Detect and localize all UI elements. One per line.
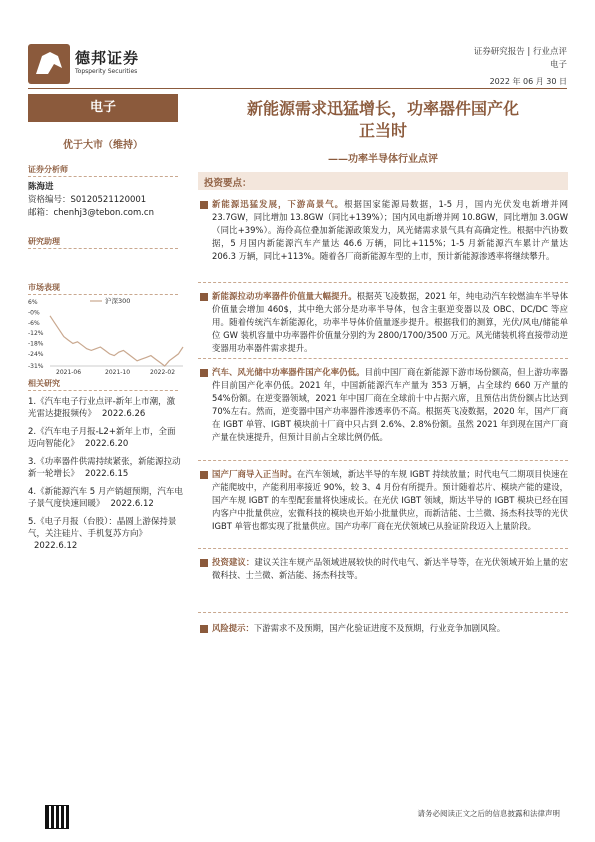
y-tick-label: -0%	[28, 309, 40, 317]
related-report-title: 1.《汽车电子行业点评-新年上市潮，激光雷达捷报频传》	[28, 397, 176, 419]
related-label: 相关研究	[28, 379, 60, 388]
bullet-icon	[200, 369, 208, 377]
bullet-icon	[200, 293, 208, 301]
y-tick-label: 6%	[28, 299, 38, 306]
related-report-date: 2022.6.20	[85, 439, 129, 449]
key-point-paragraph	[212, 622, 568, 635]
y-tick-label: -18%	[28, 340, 44, 348]
key-point-lead: 国产厂商导入正当时。	[212, 469, 297, 479]
related-report-date: 2022.6.12	[34, 541, 78, 551]
x-tick-label: 2022-02	[150, 369, 176, 376]
bullet-icon	[200, 471, 208, 479]
paragraph-divider	[198, 548, 568, 549]
market-performance-chart	[28, 296, 188, 378]
key-point-body: 下游需求不及预期，国产化验证进度不及预期，行业竞争加剧风险。	[253, 623, 506, 633]
related-report-title: 5.《电子月报（台股）：晶圆上游保持景气，关注硅片、手机复苏方向》	[28, 517, 177, 539]
related-report-date: 2022.6.15	[85, 469, 129, 479]
key-point-lead: 汽车、风光储中功率器件国产化率仍低。	[212, 367, 365, 377]
footer-disclaimer: 请务必阅读正文之后的信息披露和法律声明	[417, 809, 560, 818]
x-tick-label: 2021-06	[56, 369, 82, 376]
related-report-title: 4.《新能源汽车 5 月产销超预期，汽车电子景气度快速回暖》	[28, 487, 183, 509]
key-point-paragraph	[212, 198, 568, 263]
paragraph-divider	[198, 612, 568, 613]
industry-banner: 电子	[28, 94, 178, 122]
y-tick-label: -24%	[28, 350, 44, 358]
related-report-link[interactable]	[28, 426, 183, 450]
assistant-label: 研究助理	[28, 237, 60, 246]
bullet-icon	[200, 201, 208, 209]
key-point-body: 在汽车领域，新达半导的车规 IGBT 持续放量；时代电气二期项目快速在产能爬坡中，产能利用率接近 90%，较 3、4 月份有所提升。预计随着芯片、模块产能的建设，国产车规 IGBT 的车型配套量将快速成长。在光伏 IGBT 领域，斯达半导的 IGBT 模块已经在国内客户中批量供应，宏微科技的模块也开始小批量供应，而新洁能、士兰微、扬杰科技等的光伏 IGBT 单管也都实现了批量供应。国产功率厂商在光伏领域已从验证阶段迈入上量阶段。	[212, 469, 568, 531]
key-points-label: 投资要点：	[204, 178, 252, 189]
industry-tag: 电子	[549, 60, 567, 70]
header-divider	[28, 88, 567, 89]
report-subtitle: ——功率半导体行业点评	[328, 154, 438, 165]
y-tick-label: -12%	[28, 330, 44, 338]
brand-name-en: Topsperity Securities	[75, 68, 138, 75]
bullet-icon	[200, 559, 208, 567]
key-point-paragraph	[212, 468, 568, 533]
related-report-link[interactable]	[28, 456, 183, 480]
key-point-paragraph	[212, 290, 568, 355]
analyst-cert: 资格编号：S0120521120001	[28, 195, 147, 205]
market-label: 市场表现	[28, 283, 60, 292]
report-title-line2: 正当时	[358, 121, 407, 140]
brand-name: 德邦证券	[75, 49, 140, 67]
related-report-date: 2022.6.12	[110, 499, 154, 509]
y-tick-label: -31%	[28, 363, 44, 370]
report-title-line1: 新能源需求迅猛增长，功率器件国产化	[246, 99, 519, 118]
divider	[28, 390, 178, 391]
key-point-paragraph	[212, 556, 568, 582]
key-point-lead: 新能源拉动功率器件价值量大幅提升。	[212, 291, 357, 301]
key-point-lead: 新能源迅猛发展，下游高景气。	[212, 199, 345, 209]
related-report-title: 2.《汽车电子月报-L2+新年上市，全面迈向智能化》	[28, 427, 176, 449]
related-report-link[interactable]	[28, 396, 183, 420]
company-logo-icon	[28, 44, 70, 84]
qr-code-icon	[45, 805, 69, 829]
key-point-body: 根据国家能源局数据，1-5 月，国内光伏发电新增并网 23.7GW，同比增加 13.8GW（同比+139%）；国内风电新增并网 10.8GW，同比增加 3.0GW（同比+39%）。海伶高位叠加新能源政策发力，风光储需求景气具有高确定性。根据中汽协数据，5 月国内新能源汽车产量达 46.6 万辆，同比+115%；1-5 月新能源汽车累计产量达 206.3 万辆，同比+113%。随着各厂商新能源车型的上市，预计新能源渗透率将继续攀升。	[212, 199, 569, 261]
y-tick-label: -6%	[28, 319, 40, 327]
paragraph-divider	[198, 358, 568, 359]
report-date: 2022 年 06 月 30 日	[489, 77, 567, 86]
divider	[28, 294, 178, 295]
analyst-label: 证券分析师	[28, 165, 68, 174]
x-tick-label: 2021-10	[105, 369, 131, 376]
related-report-link[interactable]	[28, 516, 183, 552]
analyst-email[interactable]: 邮箱：chenhj3@tebon.com.cn	[28, 208, 154, 218]
related-report-link[interactable]	[28, 486, 183, 510]
divider	[28, 176, 178, 177]
analyst-name: 陈海进	[28, 182, 54, 192]
paragraph-divider	[198, 282, 568, 283]
legend-label: 沪深300	[105, 297, 131, 305]
report-type: 证券研究报告 | 行业点评	[473, 47, 567, 57]
key-point-lead: 投资建议：	[212, 557, 255, 567]
series-line-hs300	[50, 316, 183, 366]
key-point-body: 根据英飞凌数据，2021 年，纯电动汽车较燃油车半导体价值量会增加 460$，其中绝大部分是功率半导体，包含主驱逆变器以及 OBC、DC/DC 等应用。随着传统汽车新能源化，功率半导体价值量逐步提升。根据我们的测算，光伏/风电/储能单位 GW 装机容量中功率器件价值量分别约为 2800/1700/3500 万元。风光储装机将直接带动逆变器用功率器件需求提升。	[212, 291, 568, 353]
divider	[28, 248, 178, 249]
industry-rating: 优于大市（维持）	[63, 140, 143, 151]
key-point-paragraph	[212, 366, 568, 444]
key-point-body: 建议关注车规产品领域进展较快的时代电气、新达半导等，在光伏领域开始上量的宏微科技、士兰微、新洁能、扬杰科技等。	[212, 557, 569, 580]
key-point-body: 目前中国厂商在新能源下游市场份额高，但上游功率器件目前国产化率仍低。2021 年，中国新能源汽车产量为 353 万辆，占全球约 660 万产量的 54%份额。在逆变器领域，2021 年中国厂商在全球前十中占据六席，且预估出货份额占比达到 70%左右。然而，逆变器中国产功率器件渗透率仍不高。根据英飞凌数据，2020 年，国产厂商在 IGBT 单管、IGBT 模块前十厂商中只占到 2.6%、2.8%份额。虽然 2021 年到现在国产厂商产量在快速提升，但预计目前占全球比例仍低。	[212, 367, 569, 442]
key-point-lead: 风险提示：	[212, 623, 254, 633]
related-report-date: 2022.6.26	[102, 409, 146, 419]
paragraph-divider	[198, 460, 568, 461]
key-points-bar	[198, 172, 568, 190]
related-report-title: 3.《功率器件供需持续紧张，新能源拉动新一轮增长》	[28, 457, 181, 479]
bullet-icon	[200, 625, 208, 633]
